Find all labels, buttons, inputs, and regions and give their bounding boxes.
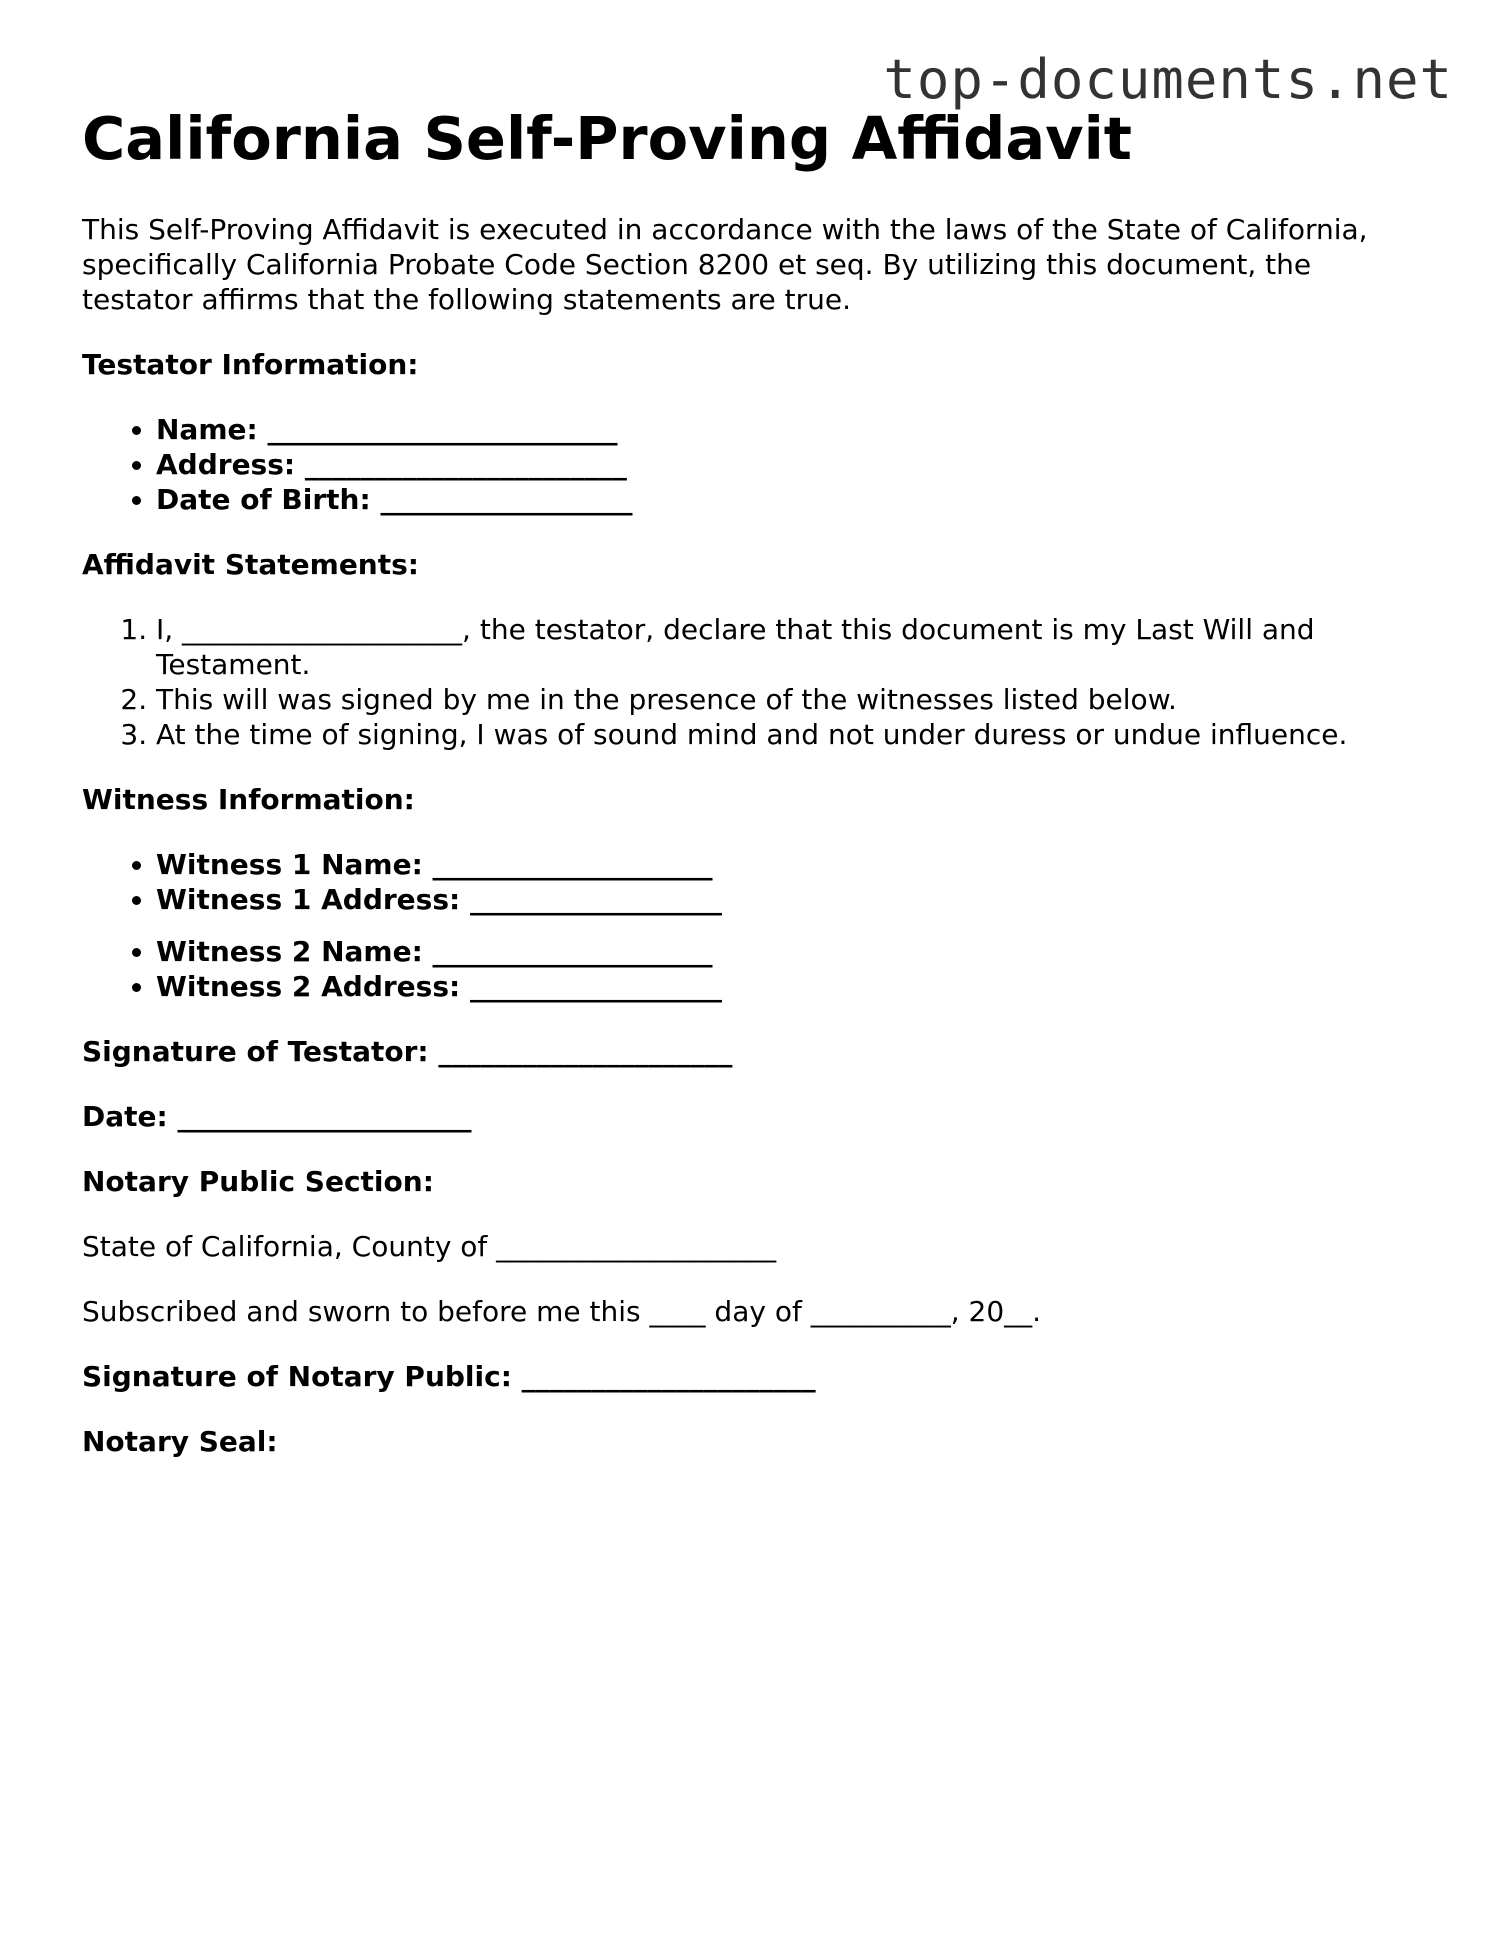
date-of-birth-field[interactable]: __________________ xyxy=(380,483,633,516)
name-field[interactable]: _________________________ xyxy=(267,413,618,446)
witness-heading: Witness Information: xyxy=(82,783,415,816)
document-page xyxy=(82,104,1422,1459)
list-item: 3. At the time of signing, I was of sound mind and not under duress or undue influence. xyxy=(156,717,1422,752)
witness-1-address-field[interactable]: __________________ xyxy=(469,883,722,916)
date-field[interactable]: _____________________ xyxy=(177,1100,472,1133)
testator-signature-line: Signature of Testator: _____________________ xyxy=(82,1035,733,1068)
statements-heading: Affidavit Statements: xyxy=(82,548,419,581)
page-title: California Self-Proving Affidavit xyxy=(82,104,1133,173)
notary-signature-field[interactable]: _____________________ xyxy=(521,1360,816,1393)
watermark: top-documents.net xyxy=(883,48,1453,111)
notary-signature-line: Signature of Notary Public: _____________________ xyxy=(82,1360,816,1393)
witness-2-name-field[interactable]: ____________________ xyxy=(432,935,713,968)
list-item: • Witness 1 Name: ____________________ xyxy=(156,847,1422,882)
list-item: • Witness 1 Address: __________________ xyxy=(156,882,1422,917)
list-item: • Name: _________________________ xyxy=(156,412,1422,447)
statements-list xyxy=(82,612,1422,752)
list-item: 2. This will was signed by me in the presence of the witnesses listed below. xyxy=(156,682,1422,717)
list-item: • Address: _______________________ xyxy=(156,447,1422,482)
notary-heading: Notary Public Section: xyxy=(82,1165,434,1198)
list-item: • Witness 2 Address: __________________ xyxy=(156,969,1422,1004)
witness-1-name-field[interactable]: ____________________ xyxy=(432,848,713,881)
list-item: 1. I, ____________________, the testator, declare that this document is my Last Will and Testament. xyxy=(156,612,1422,682)
testator-heading: Testator Information: xyxy=(82,348,419,381)
sworn-line[interactable]: Subscribed and sworn to before me this ____ day of __________, 20__. xyxy=(82,1295,1042,1328)
witness-1-list xyxy=(82,847,1422,917)
testator-list xyxy=(82,412,1422,517)
witness-2-address-field[interactable]: __________________ xyxy=(469,970,722,1003)
list-item: • Date of Birth: __________________ xyxy=(156,482,1422,517)
testator-signature-field[interactable]: _____________________ xyxy=(438,1035,733,1068)
witness-2-list xyxy=(82,934,1422,1004)
address-field[interactable]: _______________________ xyxy=(304,448,627,481)
date-line: Date: _____________________ xyxy=(82,1100,472,1133)
notary-seal-label: Notary Seal: xyxy=(82,1425,278,1458)
list-item: • Witness 2 Name: ____________________ xyxy=(156,934,1422,969)
county-line[interactable]: State of California, County of ____________________ xyxy=(82,1230,777,1263)
intro-paragraph: This Self-Proving Affidavit is executed in accordance with the laws of the State of California, specifically California Probate Code Section 8200 et seq. By utilizing this document, the testator affirms that the following statements are true. xyxy=(82,213,1368,316)
